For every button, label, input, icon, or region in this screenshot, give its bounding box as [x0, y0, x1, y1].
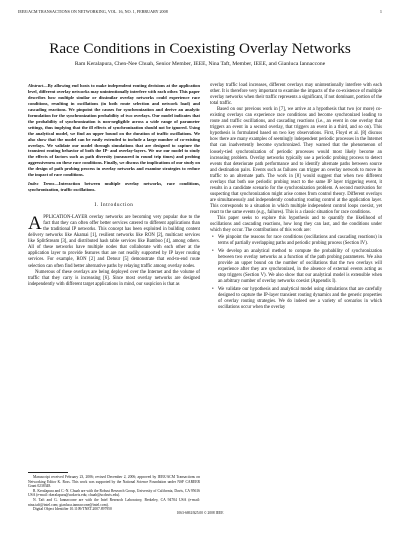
contribution-item	[212, 286, 382, 311]
page-number: 1	[379, 9, 382, 14]
abstract-text: By allowing end hosts to make independent routing decisions at the application level, different overlay networks may unintentionally interfere with each other. This paper describes how multiple similar or dissimilar overlay networks could experience race conditions, resulting in oscillations (in both route selection and network load) and cascading reactions. We pinpoint the causes for synchronization and derive an analytic formulation for the synchronization probability of two overlays. Our model indicates that the probability of synchronization is non-negligible across a wide range of parameter settings, thus implying that the ill effects of synchronization should not be ignored. Using the analytical model, we find an upper bound on the duration of traffic oscillations. We also show that the model can be easily extended to include a large number of co-existing overlays. We validate our model through simulations that are designed to capture the transient routing behavior of both the IP- and overlay-layers. We use our model to study the effects of factors such as path diversity (measured in round trip times) and probing aggressiveness on these race conditions. Finally, we discuss the implications of our study on the design of path probing process in overlay networks and examine strategies to reduce the impact of race conditions.	[28, 83, 200, 178]
footnote: R. Keralapura and C.-N. Chuah are with the Robust Research Group, University of California, Davis, CA 95616 USA (e-mail: rkeralapura@ucdavis.edu; chuah@ucdavis.edu).	[28, 488, 200, 498]
contribution-text: We pinpoint the reasons for race conditions (oscillations and cascading reactions) in terms of partially overlapping paths and periodic probing process (Section IV).	[218, 235, 382, 247]
contribution-item	[212, 235, 382, 247]
intro-paragraph: Numerous of these overlays are being deployed over the Internet and the volume of traffic that they carry is increasing [6]. Since most overlay networks are designed independently with different target applications in mind, our suspicion is that as	[28, 269, 200, 287]
section-heading-introduction: I. Introduction	[94, 202, 134, 209]
intro-paragraph: APPLICATION-LAYER overlay networks are becoming very popular due to the fact that they can often offer better services catered to different applications than the traditional IP networks. This concept has been exploited in building content delivery networks like Akamai [1], resilient networks like RON [2], multicast services like SplitStream [3], and distributed hash table services like Bamboo [4], among others. All of these networks have multiple nodes that collaborate with each other at the application layer to provide features that are not readily supported by IP layer routing services. For example, RON [2] and Detour [5] demonstrate that end-to-end route selection can often find better alternative paths by relaying traffic among overlay nodes.	[28, 212, 200, 269]
contribution-item	[212, 248, 382, 285]
abstract-label: Abstract—	[28, 83, 48, 88]
body-paragraph: This paper seeks to explore this hypothesis and to quantify the likelihood of oscillations and cascading reactions, how long they can last, and the conditions under which they occur. The contributions of this work are:	[210, 216, 382, 234]
index-terms-label: Index Terms—	[28, 181, 59, 187]
bullet-icon: •	[212, 286, 214, 292]
footnote: Manuscript received February 23, 2006; revised December 2, 2006; approved by IEEE/ACM Transactions on Networking Editor K. Ross. This work was supported by the National Science Foundation under NSF CAREER Grant 0238348.	[28, 475, 200, 489]
index-terms	[28, 181, 200, 193]
footnote-doi: Digital Object Identifier 10.1109/TNET.2007.897950	[33, 507, 112, 512]
footnotes	[28, 472, 200, 512]
body-paragraph: Based on our previous work in [7], we arrive at a hypothesis that two (or more) co-existing overlays can experience race conditions and become synchronized leading to route and traffic oscillations, and cascading reactions (i.e., an event in one overlay that triggers an event in a second overlay, that triggers an event in a third, and so on). This hypothesis is formulated based on two key observations. First, Floyd et al. [8] discuss how there are many examples of seemingly independent periodic processes in the Internet that can inadvertently become synchronized. They warned that the phenomenon of loosely-tied synchronization of periodic processes would most likely become an increasing problem. Overlay networks typically use a periodic probing process to detect events that deteriorate path performance and to identify alternate paths between source and destination pairs. Events such as failures can trigger an overlay network to move its traffic to an alternate path. The work in [8] would suggest that when two different overlays that both use periodic probing react to the same IP layer triggering event, it results in a candidate scenario for the synchronization problem. A second motivation for suspecting that synchronization might arise comes from control theory. Different overlays are simultaneously and independently conducting routing control at the application layer. This corresponds to a situation in which multiple independent control loops coexist, yet react to the same events (e.g., failures). This is a classic situation for race conditions.	[210, 107, 382, 215]
issn-footer: 1063-6692/$25.00 © 2008 IEEE	[176, 511, 224, 515]
bullet-icon: •	[212, 248, 214, 254]
bullet-icon: •	[212, 235, 214, 241]
contribution-text: We validate our hypothesis and analytical model using simulations that are carefully designed to capture the IP-layer transient routing dynamics and the generic properties of overlay routing strategies. We do indeed see a variety of scenarios in which oscillations occur when the overlay	[218, 286, 382, 310]
author-list: Ram Keralapura, Chen-Nee Chuah, Senior Member, IEEE, Nina Taft, Member, IEEE, and Gianluca Iannaccone	[74, 61, 326, 67]
left-column	[28, 83, 200, 288]
running-head: IEEE/ACM TRANSACTIONS ON NETWORKING, VOL. 16, NO. 1, FEBRUARY 2008	[18, 9, 168, 14]
body-paragraph: overlay traffic load increases, different overlays may unintentionally interfere with each other. It is therefore very important to examine the impacts of the co-existence of multiple overlay networks when their traffic represents a significant, if not dominant, portion of the total traffic.	[210, 83, 382, 107]
contribution-text: We develop an analytical method to compute the probability of synchronization between two overlay networks as a function of the path probing parameters. We also provide an upper bound on the number of oscillations that the two overlays will experience after they are synchronized, in the absence of external events acting as stop triggers (Section V). We also show that our analytical model is extensible when an arbitrary number of overlay networks coexist (Appendix I).	[218, 248, 382, 284]
right-column	[210, 83, 382, 313]
paper-title: Race Conditions in Coexisting Overlay Networks	[49, 40, 351, 57]
footnote: N. Taft and G. Iannaccone are with the Intel Research Laboratory, Berkeley, CA 94704 USA (e-mail: nina.taft@intel.com; gianluca.iannaccone@intel.com).	[28, 497, 200, 507]
index-terms-text: Interaction between multiple overlay networks, race conditions, synchronization, traffic oscillations.	[28, 181, 200, 193]
contribution-list	[210, 235, 382, 311]
abstract	[28, 83, 200, 178]
footnote-divider	[28, 472, 68, 473]
